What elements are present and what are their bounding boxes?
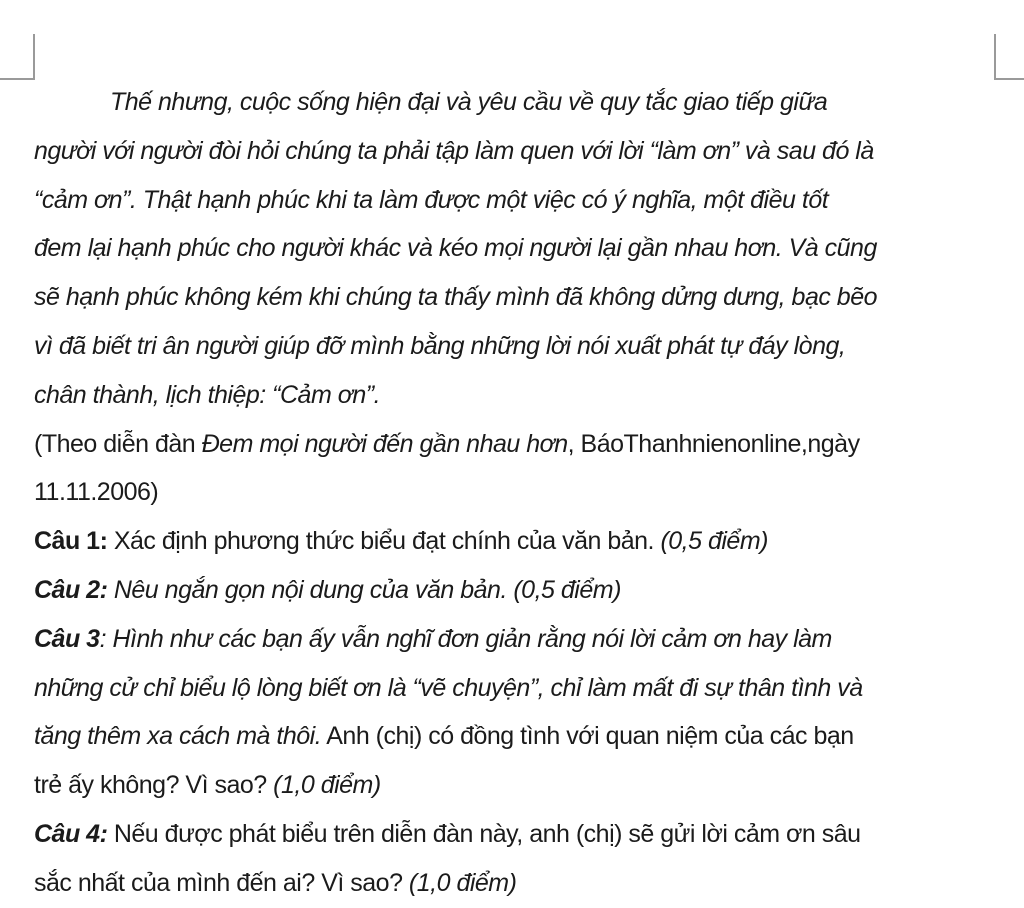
question-4-line-2 — [34, 859, 1000, 908]
passage-line: chân thành, lịch thiệp: “Cảm ơn”. — [34, 380, 381, 409]
question-3-score: (1,0 điểm) — [273, 771, 381, 800]
question-1-text: Xác định phương thức biểu đạt chính của văn bản. — [107, 527, 661, 556]
forum-title: Đem mọi người đến gần nhau hơn — [201, 429, 568, 458]
question-4-line-2-text: sắc nhất của mình đến ai? Vì sao? — [34, 868, 409, 897]
question-2-label: Câu 2: — [34, 575, 108, 604]
question-3-label: Câu 3 — [34, 624, 100, 653]
question-4-line-1: Nếu được phát biểu trên diễn đàn này, anh (chị) sẽ gửi lời cảm ơn sâu — [107, 819, 861, 848]
passage-line: người với người đòi hỏi chúng ta phải tập làm quen với lời “làm ơn” và sau đó là — [34, 136, 874, 165]
question-4 — [34, 810, 1000, 859]
passage-line: đem lại hạnh phúc cho người khác và kéo mọi người lại gần nhau hơn. Và cũng — [34, 234, 877, 263]
question-1-label: Câu 1: — [34, 527, 108, 556]
source-date: 11.11.2006) — [34, 478, 159, 507]
question-4-score: (1,0 điểm) — [408, 868, 517, 897]
passage-line: “cảm ơn”. Thật hạnh phúc khi ta làm được một việc có ý nghĩa, một điều tốt — [34, 185, 829, 214]
source-suffix: , BáoThanhnienonline,ngày — [567, 429, 860, 458]
passage-line: Thế nhưng, cuộc sống hiện đại và yêu cầu về quy tắc giao tiếp giữa — [110, 88, 828, 116]
question-3 — [34, 615, 1000, 664]
question-3-line-4-normal: trẻ ấy không? Vì sao? — [34, 771, 274, 800]
document-page — [34, 78, 1000, 908]
question-3-line-3-normal: Anh (chị) có đồng tình với quan niệm của các bạn — [321, 722, 854, 751]
question-4-label: Câu 4: — [34, 819, 108, 848]
question-3-line-3-italic: tăng thêm xa cách mà thôi. — [34, 722, 322, 751]
page-corner-mark-right — [994, 34, 1024, 80]
source-citation — [34, 420, 1000, 469]
passage-line: sẽ hạnh phúc không kém khi chúng ta thấy mình đã không dửng dưng, bạc bẽo — [34, 283, 878, 312]
question-1-score: (0,5 điểm) — [660, 527, 768, 556]
source-prefix: (Theo diễn đàn — [34, 429, 202, 458]
question-2 — [34, 566, 1000, 615]
question-2-text: Nêu ngắn gọn nội dung của văn bản. (0,5 điểm) — [107, 575, 621, 604]
passage-line: vì đã biết tri ân người giúp đỡ mình bằng những lời nói xuất phát tự đáy lòng, — [34, 331, 846, 360]
page-corner-mark-left — [0, 34, 35, 80]
question-1 — [34, 517, 1000, 566]
question-3-line-2: những cử chỉ biểu lộ lòng biết ơn là “vẽ chuyện”, chỉ làm mất đi sự thân tình và — [34, 673, 863, 702]
question-3-line-3 — [34, 712, 1000, 761]
question-3-line-4 — [34, 761, 1000, 810]
question-3-line-1: : Hình như các bạn ấy vẫn nghĩ đơn giản rằng nói lời cảm ơn hay làm — [99, 624, 832, 653]
